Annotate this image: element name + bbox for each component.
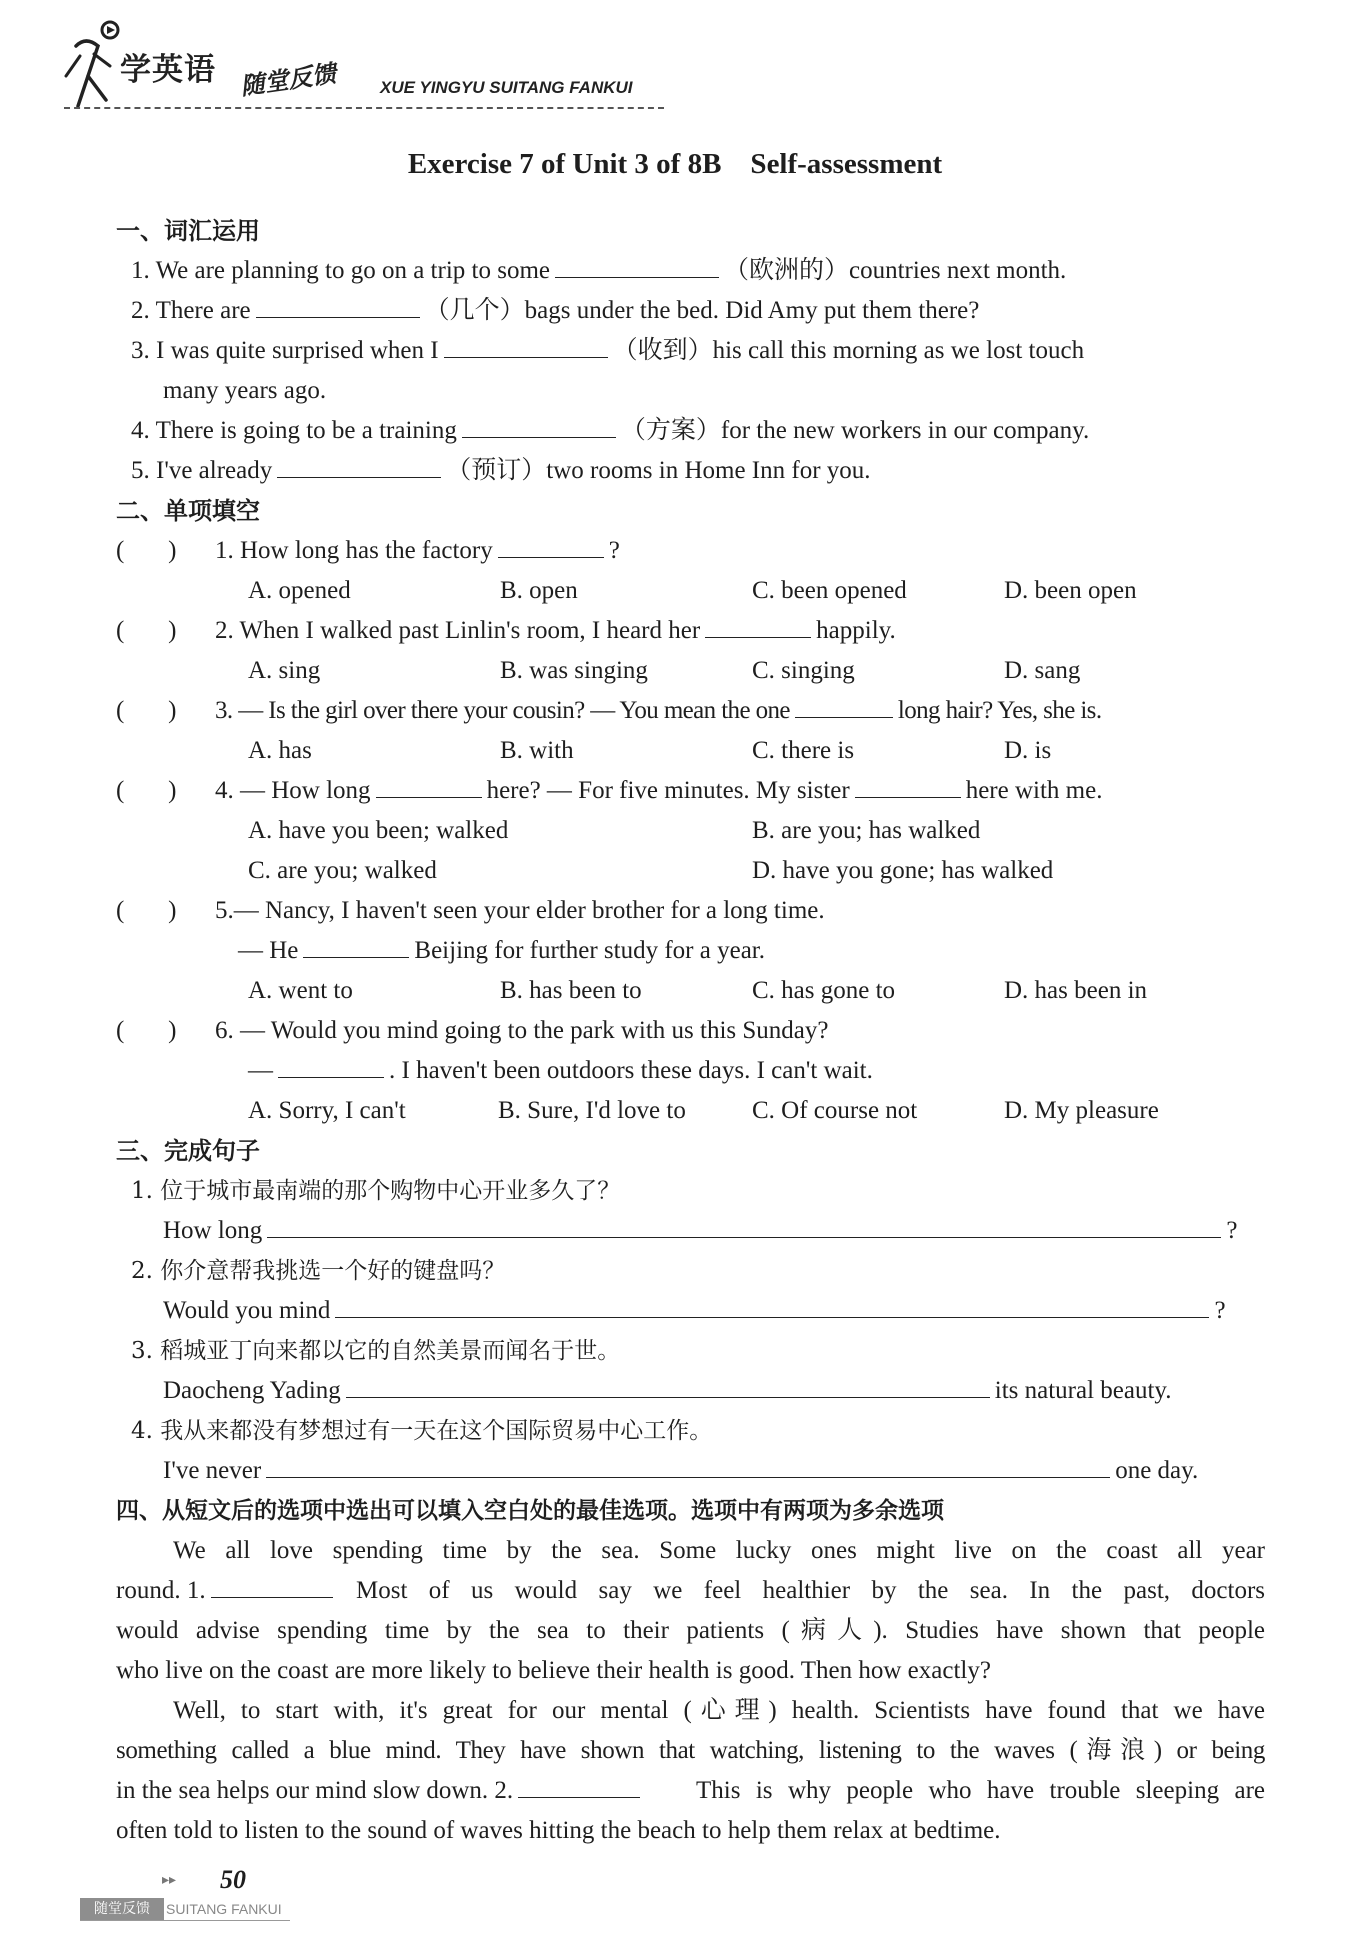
passage-line: This is why people who have trouble sleeping are <box>696 1777 1265 1804</box>
answer-line[interactable] <box>266 1455 1110 1478</box>
mc-question-4: 4. — How long here? — For five minutes. My sister here with me. <box>215 777 1103 804</box>
footer-arrows-icon: ▸▸ <box>162 1873 177 1888</box>
passage-line: We all love spending time by the sea. Some lucky ones might live on the coast all year <box>173 1537 1265 1564</box>
answer-bracket[interactable]: ( ) <box>116 537 177 564</box>
answer-bracket[interactable]: ( ) <box>116 617 177 644</box>
option-a[interactable]: A. went to <box>248 977 353 1004</box>
vocab-item-3-cont: many years ago. <box>163 377 327 404</box>
mc-question-1: 1. How long has the factory ? <box>215 537 620 564</box>
passage-blank-2[interactable] <box>518 1775 640 1798</box>
vocab-item-4: 4. There is going to be a training （方案）for the new workers in our company. <box>131 417 1090 444</box>
vocab-item-3: 3. I was quite surprised when I （收到）his call this morning as we lost touch <box>131 337 1085 364</box>
header-title: 学英语 <box>120 52 216 88</box>
answer-blank <box>705 615 811 638</box>
passage-line: something called a blue mind. They have shown that watching, listening to the waves (海浪) or being <box>116 1737 1265 1764</box>
translation-item-1: 1. 位于城市最南端的那个购物中心开业多久了？ <box>131 1178 621 1204</box>
option-c[interactable]: C. are you; walked <box>248 857 437 884</box>
translation-answer-4: I've never one day. <box>163 1457 1199 1484</box>
passage-line: Well, to start with, it's great for our mental (心理) health. Scientists have found that we have <box>173 1697 1265 1724</box>
answer-blank[interactable] <box>555 255 719 278</box>
option-c[interactable]: C. singing <box>752 657 855 684</box>
section2-heading: 二、单项填空 <box>116 497 260 525</box>
mc-question-5: 5.— Nancy, I haven't seen your elder brother for a long time. <box>215 897 825 924</box>
passage-blank-1[interactable] <box>211 1575 333 1598</box>
answer-bracket[interactable]: ( ) <box>116 697 177 724</box>
answer-line[interactable] <box>335 1295 1209 1318</box>
answer-blank <box>278 1055 384 1078</box>
option-c[interactable]: C. there is <box>752 737 855 764</box>
option-d[interactable]: D. sang <box>1004 657 1081 684</box>
answer-bracket[interactable]: ( ) <box>116 1017 177 1044</box>
page-title: Exercise 7 of Unit 3 of 8B Self-assessment <box>407 148 943 180</box>
answer-blank <box>855 775 961 798</box>
option-b[interactable]: B. with <box>500 737 574 764</box>
option-b[interactable]: B. Sure, I'd love to <box>498 1097 686 1124</box>
footer-divider <box>80 1920 290 1921</box>
footer-badge: 随堂反馈 <box>80 1898 164 1920</box>
mc-question-2: 2. When I walked past Linlin's room, I heard her happily. <box>215 617 896 644</box>
passage-line: would advise spending time by the sea to their patients (病人). Studies have shown that people <box>116 1617 1265 1644</box>
section1-heading: 一、词汇运用 <box>116 217 260 245</box>
passage-line: often told to listen to the sound of waves hitting the beach to help them relax at bedtime. <box>116 1817 1001 1844</box>
answer-blank <box>376 775 482 798</box>
answer-blank[interactable] <box>444 335 608 358</box>
section4-heading: 四、从短文后的选项中选出可以填入空白处的最佳选项。选项中有两项为多余选项 <box>116 1498 944 1524</box>
vocab-item-5: 5. I've already （预订）two rooms in Home Inn for you. <box>131 457 871 484</box>
mc-question-5-line2: — He Beijing for further study for a year. <box>238 937 765 964</box>
option-a[interactable]: A. have you been; walked <box>248 817 509 844</box>
option-b[interactable]: B. has been to <box>500 977 642 1004</box>
translation-answer-3: Daocheng Yading its natural beauty. <box>163 1377 1172 1404</box>
answer-bracket[interactable]: ( ) <box>116 897 177 924</box>
option-c[interactable]: C. has gone to <box>752 977 896 1004</box>
answer-blank[interactable] <box>462 415 616 438</box>
answer-blank <box>795 695 893 718</box>
answer-blank <box>303 935 409 958</box>
mc-question-3: 3. — Is the girl over there your cousin? — You mean the one long hair? Yes, she is. <box>215 697 1102 724</box>
section3-heading: 三、完成句子 <box>116 1137 260 1165</box>
option-d[interactable]: D. been open <box>1004 577 1137 604</box>
option-b[interactable]: B. open <box>500 577 578 604</box>
vocab-item-2: 2. There are （几个）bags under the bed. Did Amy put them there? <box>131 297 980 324</box>
mc-question-6: 6. — Would you mind going to the park with us this Sunday? <box>215 1017 829 1044</box>
answer-blank <box>498 535 604 558</box>
option-a[interactable]: A. opened <box>248 577 351 604</box>
translation-answer-1: How long ? <box>163 1217 1238 1244</box>
passage-line: Most of us would say we feel healthier by the sea. In the past, doctors <box>356 1577 1265 1604</box>
option-d[interactable]: D. is <box>1004 737 1052 764</box>
option-a[interactable]: A. Sorry, I can't <box>248 1097 406 1124</box>
option-d[interactable]: D. have you gone; has walked <box>752 857 1054 884</box>
translation-answer-2: Would you mind ? <box>163 1297 1226 1324</box>
vocab-item-1: 1. We are planning to go on a trip to some （欧洲的）countries next month. <box>131 257 1067 284</box>
header-subtitle: 随堂反馈 <box>238 58 338 101</box>
translation-item-4: 4. 我从来都没有梦想过有一天在这个国际贸易中心工作。 <box>131 1418 713 1444</box>
footer-pinyin: SUITANG FANKUI <box>166 1901 282 1917</box>
option-a[interactable]: A. has <box>248 737 312 764</box>
translation-item-2: 2. 你介意帮我挑选一个好的键盘吗？ <box>131 1258 506 1284</box>
passage-line: in the sea helps our mind slow down. 2. <box>116 1774 645 1808</box>
option-d[interactable]: D. My pleasure <box>1004 1097 1159 1124</box>
page-number: 50 <box>220 1865 246 1894</box>
answer-blank[interactable] <box>256 295 420 318</box>
passage-line: who live on the coast are more likely to believe their health is good. Then how exactly? <box>116 1657 991 1684</box>
header-divider <box>64 107 664 109</box>
answer-line[interactable] <box>346 1375 990 1398</box>
translation-item-3: 3. 稻城亚丁向来都以它的自然美景而闻名于世。 <box>131 1338 621 1364</box>
option-b[interactable]: B. are you; has walked <box>752 817 981 844</box>
answer-bracket[interactable]: ( ) <box>116 777 177 804</box>
answer-line[interactable] <box>267 1215 1221 1238</box>
mc-question-6-line2: — . I haven't been outdoors these days. I can't wait. <box>248 1057 873 1084</box>
option-a[interactable]: A. sing <box>248 657 321 684</box>
option-c[interactable]: C. Of course not <box>752 1097 918 1124</box>
option-c[interactable]: C. been opened <box>752 577 907 604</box>
option-d[interactable]: D. has been in <box>1004 977 1148 1004</box>
answer-blank[interactable] <box>277 455 441 478</box>
option-b[interactable]: B. was singing <box>500 657 648 684</box>
header-pinyin: XUE YINGYU SUITANG FANKUI <box>380 78 633 97</box>
passage-line: round. 1. <box>116 1574 338 1608</box>
